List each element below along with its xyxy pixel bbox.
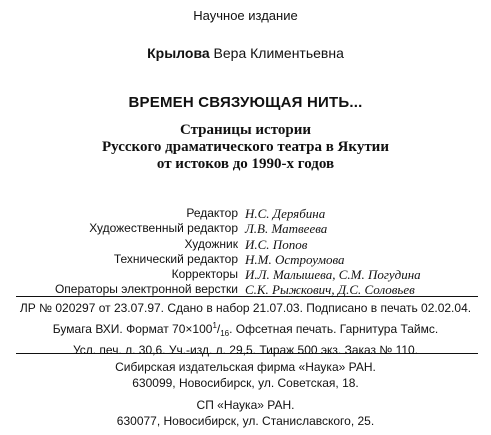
credit-role: Технический редактор xyxy=(113,251,238,266)
credit-editor xyxy=(0,206,491,221)
credit-proofreaders xyxy=(0,267,491,282)
printer-name: СП «Наука» РАН. xyxy=(196,398,295,412)
book-title: ВРЕМЕН СВЯЗУЮЩАЯ НИТЬ... xyxy=(128,94,363,111)
credit-names: Н.М. Остроумова xyxy=(245,251,345,267)
credit-role: Художественный редактор xyxy=(89,221,238,236)
divider-top xyxy=(16,296,478,297)
format-text-rest: . Офсетная печать. Гарнитура Таймс. xyxy=(229,322,439,336)
format-fraction-numerator: 1 xyxy=(212,321,217,330)
divider-bottom xyxy=(16,353,478,354)
format-fraction-slash: / xyxy=(216,322,221,336)
printer-address: 630077, Новосибирск, ул. Станиславского, 25. xyxy=(116,414,375,428)
print-line-volume: Усл. печ. л. 30,6. Уч.-изд. л. 29,5. Тираж 500 экз. Заказ № 110. xyxy=(72,343,419,357)
print-line-format xyxy=(0,317,491,342)
book-subtitle xyxy=(0,122,491,173)
credit-role: Корректоры xyxy=(171,267,238,282)
format-text: Бумага ВХИ. Формат 70×100 xyxy=(52,322,213,336)
publisher-block xyxy=(0,359,491,391)
credit-role: Редактор xyxy=(186,206,238,220)
credit-names: И.Л. Малышева, С.М. Погудина xyxy=(245,267,421,283)
credit-names: Л.В. Матвеева xyxy=(245,221,328,237)
print-line-license: ЛР № 020297 от 23.07.97. Сдано в набор 21.07.03. Подписано в печать 02.02.04. xyxy=(19,301,472,315)
subtitle-line: Русского драматического театра в Якутии xyxy=(102,139,389,155)
credits-list xyxy=(0,206,491,298)
credit-names: И.С. Попов xyxy=(245,236,308,252)
credit-tech-editor xyxy=(0,252,491,267)
credit-names: Н.С. Дерябина xyxy=(245,206,326,221)
publisher-address: 630099, Новосибирск, ул. Советская, 18. xyxy=(132,376,359,390)
publisher-name: Сибирская издательская фирма «Наука» РАН. xyxy=(115,360,376,374)
subtitle-line: Страницы истории xyxy=(179,122,311,138)
printer-block xyxy=(0,397,491,429)
credit-role: Операторы электронной верстки xyxy=(54,282,238,297)
credit-art-editor xyxy=(0,221,491,236)
author-surname: Крылова xyxy=(147,45,210,61)
author-name xyxy=(0,45,491,61)
credit-names: С.К. Рыжкович, Д.С. Соловьев xyxy=(245,282,415,298)
format-fraction-denominator: 16 xyxy=(220,329,230,338)
credit-artist xyxy=(0,237,491,252)
edition-kind: Научное издание xyxy=(193,8,298,23)
credit-role: Художник xyxy=(184,236,238,251)
subtitle-line: от истоков до 1990-х годов xyxy=(156,156,335,172)
author-given-names: Вера Климентьевна xyxy=(213,45,344,61)
print-details xyxy=(0,300,491,359)
